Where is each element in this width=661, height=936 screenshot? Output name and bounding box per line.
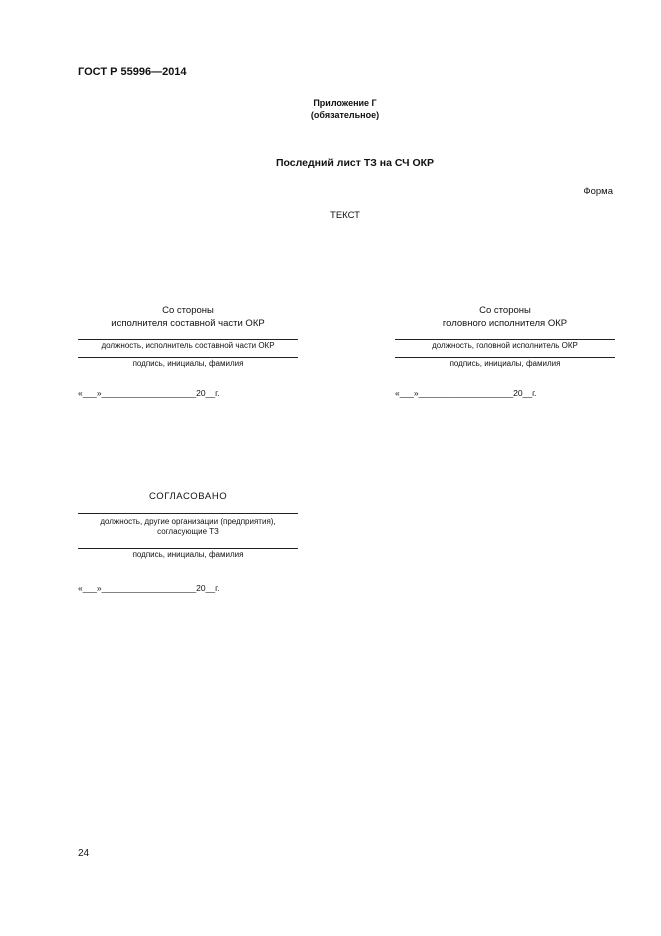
position-line[interactable]	[395, 339, 615, 340]
position-line[interactable]	[78, 339, 298, 340]
lead-heading-line1: Со стороны	[479, 305, 531, 316]
standard-number: ГОСТ Р 55996—2014	[78, 66, 187, 78]
agreed-heading: СОГЛАСОВАНО	[149, 491, 228, 502]
appendix-status: (обязательное)	[310, 110, 380, 120]
lead-signature-caption: подпись, инициалы, фамилия	[449, 359, 561, 368]
agreed-position-caption-line1: должность, другие организации (предприятия),	[100, 517, 276, 526]
signature-line[interactable]	[78, 357, 298, 358]
agreed-signature-caption: подпись, инициалы, фамилия	[132, 550, 244, 559]
signature-line[interactable]	[395, 357, 615, 358]
lead-date-field[interactable]: «___»____________________20__г.	[395, 388, 537, 398]
contractor-signature-block	[78, 304, 298, 369]
body-text: ТЕКСТ	[330, 210, 360, 221]
lead-position-caption: должность, головной исполнитель ОКР	[432, 341, 578, 350]
appendix-label: Приложение Г	[313, 98, 377, 108]
agreed-date-field[interactable]: «___»____________________20__г.	[78, 583, 220, 593]
page-title: Последний лист ТЗ на СЧ ОКР	[275, 157, 435, 169]
contractor-signature-caption: подпись, инициалы, фамилия	[132, 359, 244, 368]
contractor-heading-line2: исполнителя составной части ОКР	[111, 318, 265, 329]
contractor-position-caption: должность, исполнитель составной части ОКР	[101, 341, 275, 350]
lead-heading-line2: головного исполнителя ОКР	[442, 318, 568, 329]
form-label: Форма	[583, 186, 613, 197]
contractor-date-field[interactable]: «___»____________________20__г.	[78, 388, 220, 398]
agreed-position-caption-line2: согласующие ТЗ	[157, 527, 219, 536]
lead-contractor-signature-block	[395, 304, 615, 369]
signature-line[interactable]	[78, 548, 298, 549]
page-number: 24	[78, 848, 90, 859]
position-line[interactable]	[78, 513, 298, 514]
contractor-heading-line1: Со стороны	[162, 305, 214, 316]
agreed-signature-block	[78, 513, 298, 560]
